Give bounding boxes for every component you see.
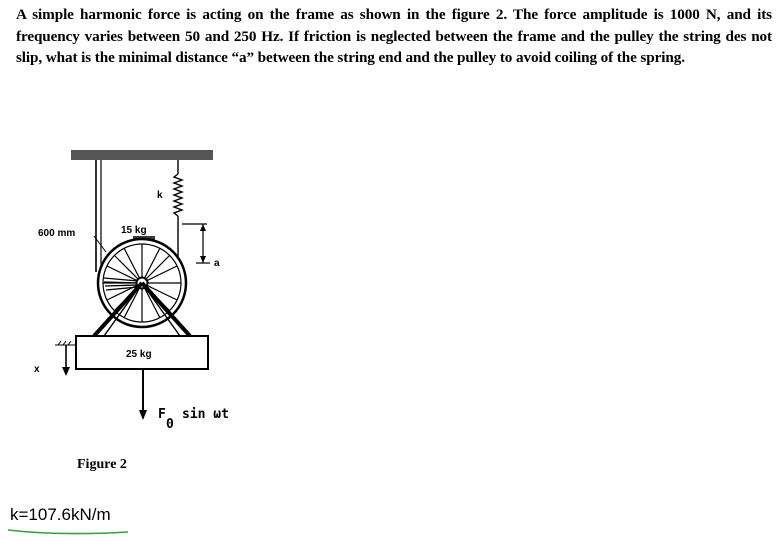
x-arrowhead: [62, 367, 70, 376]
label-k: k: [157, 190, 163, 201]
label-force-F: F: [158, 407, 166, 422]
dim-a-arrow-top: [200, 224, 206, 231]
x-reference-hatch: [58, 341, 71, 345]
label-15kg: 15 kg: [121, 225, 147, 236]
figure-caption: Figure 2: [77, 457, 127, 472]
answer-text: k=107.6kN/m: [10, 505, 111, 524]
force-arrowhead: [139, 410, 147, 420]
label-a: a: [214, 258, 220, 269]
ceiling-bar: [71, 150, 213, 160]
answer-underline: [8, 530, 128, 534]
dim-a-arrow-bottom: [200, 256, 206, 263]
spring-k: [174, 174, 182, 216]
label-force-sub: 0: [166, 417, 174, 432]
problem-statement: A simple harmonic force is acting on the frame as shown in the figure 2. The force amplitude is 1000 N, and its frequency varies between 50 and 250 Hz. If friction is neglected between the frame and the pulley the string des not slip, what is the minimal distance “a” between the string end and the pulley to avoid coiling of the spring.: [16, 6, 772, 66]
label-25kg: 25 kg: [126, 349, 152, 360]
label-force-rest: sin ωt: [182, 407, 229, 422]
label-x: x: [34, 364, 40, 375]
label-600mm: 600 mm: [38, 228, 76, 239]
